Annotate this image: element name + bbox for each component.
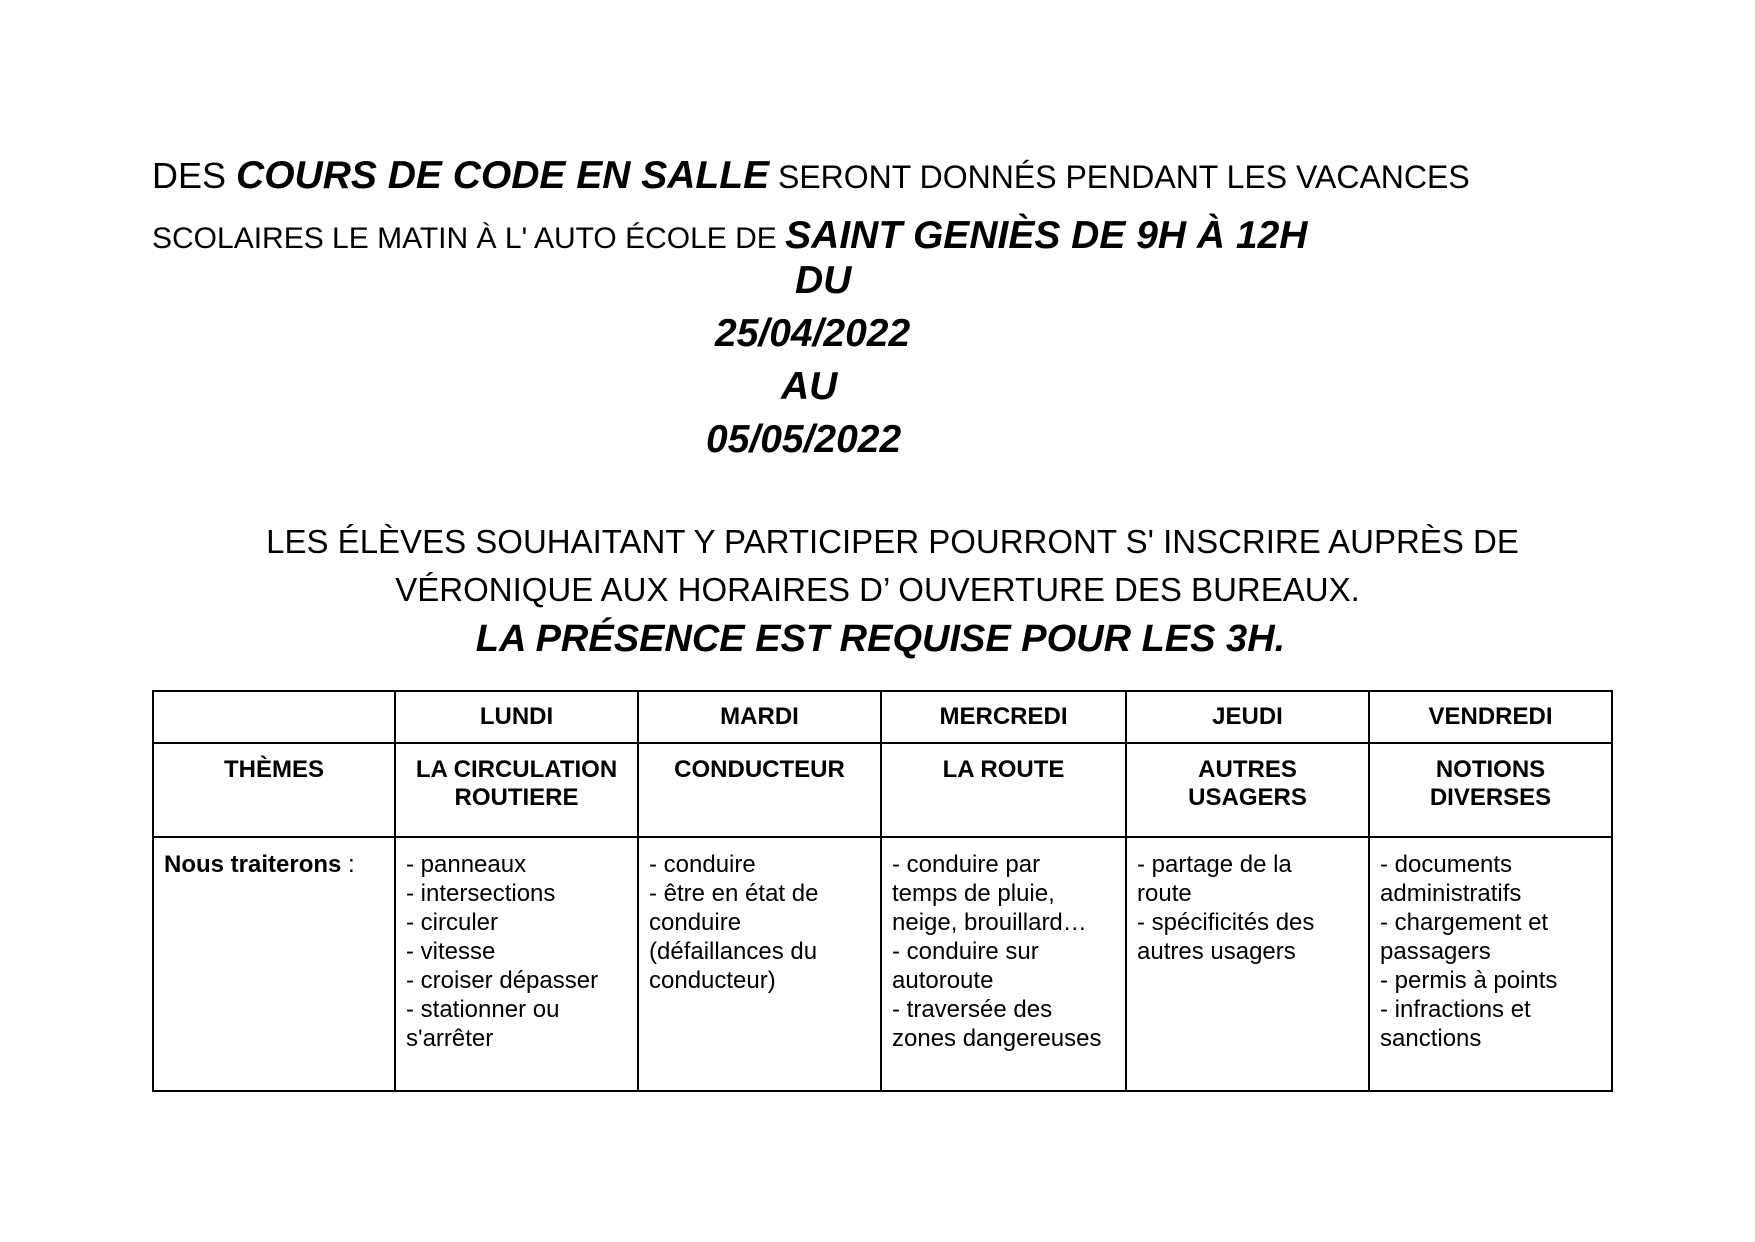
- list-item: - intersections: [406, 880, 556, 907]
- topics-label: [153, 837, 395, 1091]
- list-item: neige, brouillard…: [892, 909, 1087, 936]
- list-item: zones dangereuses: [892, 1025, 1102, 1052]
- theme-monday: [395, 743, 638, 837]
- theme-line: ROUTIERE: [454, 784, 579, 811]
- theme-friday: [1369, 743, 1612, 837]
- topics-friday: [1369, 837, 1612, 1091]
- day-header-thursday: JEUDI: [1126, 691, 1369, 743]
- topics-thursday: [1126, 837, 1369, 1091]
- intro-line-1: [152, 150, 1602, 210]
- list-item: passagers: [1380, 938, 1491, 965]
- table-row-themes: [153, 743, 1612, 837]
- topics-tuesday: [638, 837, 881, 1091]
- registration-notice: [0, 518, 1755, 664]
- list-item: - infractions et: [1380, 996, 1531, 1023]
- intro-line-2-start: SCOLAIRES LE MATIN À L' AUTO ÉCOLE DE: [152, 222, 786, 255]
- list-item: - conduire sur: [892, 938, 1039, 965]
- list-item: - traversée des: [892, 996, 1053, 1023]
- day-header-wednesday: MERCREDI: [881, 691, 1126, 743]
- theme-line: AUTRES: [1198, 756, 1297, 783]
- list-item: administratifs: [1380, 880, 1522, 907]
- from-label: DU: [795, 259, 852, 302]
- location-hours: SAINT GENIÈS DE 9H À 12H: [785, 214, 1308, 257]
- intro-line-1-end: SERONT DONNÉS PENDANT LES VACANCES: [769, 159, 1470, 195]
- theme-tuesday: [638, 743, 881, 837]
- topics-label-bold: Nous traiterons: [164, 851, 342, 878]
- list-item: - chargement et: [1380, 909, 1549, 936]
- attendance-requirement: LA PRÉSENCE EST REQUISE POUR LES 3H.: [475, 618, 1286, 660]
- date-range: [0, 254, 1755, 466]
- list-item: sanctions: [1380, 1025, 1482, 1052]
- list-item: - partage de la: [1137, 851, 1292, 878]
- table-header-row: [153, 691, 1612, 743]
- theme-line: LA ROUTE: [942, 756, 1065, 783]
- list-item: (défaillances du: [649, 938, 818, 965]
- list-item: - conduire: [649, 851, 756, 878]
- topics-label-colon: :: [341, 851, 355, 878]
- intro-line-1-start: DES: [152, 155, 237, 196]
- notice-line-1: LES ÉLÈVES SOUHAITANT Y PARTICIPER POURRONT S' INSCRIRE AUPRÈS DE: [266, 523, 1519, 560]
- list-item: - être en état de: [649, 880, 819, 907]
- list-item: conduire: [649, 909, 742, 936]
- list-item: route: [1137, 880, 1192, 907]
- table-row-topics: [153, 837, 1612, 1091]
- list-item: - panneaux: [406, 851, 527, 878]
- theme-line: DIVERSES: [1429, 784, 1552, 811]
- list-item: s'arrêter: [406, 1025, 494, 1052]
- topics-monday: [395, 837, 638, 1091]
- from-date: 25/04/2022: [715, 312, 911, 355]
- topics-wednesday: [881, 837, 1126, 1091]
- intro-text: [152, 150, 1602, 270]
- course-title: COURS DE CODE EN SALLE: [236, 154, 770, 197]
- theme-thursday: [1126, 743, 1369, 837]
- list-item: autres usagers: [1137, 938, 1296, 965]
- list-item: - conduire par: [892, 851, 1041, 878]
- list-item: - documents: [1380, 851, 1513, 878]
- list-item: - permis à points: [1380, 967, 1558, 994]
- list-item: autoroute: [892, 967, 994, 994]
- list-item: - circuler: [406, 909, 499, 936]
- theme-line: LA CIRCULATION: [415, 756, 618, 783]
- theme-line: USAGERS: [1188, 784, 1307, 811]
- day-header-monday: LUNDI: [395, 691, 638, 743]
- to-date: 05/05/2022: [706, 418, 902, 461]
- notice-line-2: VÉRONIQUE AUX HORAIRES D’ OUVERTURE DES BUREAUX.: [395, 571, 1360, 608]
- list-item: temps de pluie,: [892, 880, 1055, 907]
- theme-line: NOTIONS: [1435, 756, 1546, 783]
- list-item: conducteur): [649, 967, 776, 994]
- list-item: - croiser dépasser: [406, 967, 599, 994]
- schedule-table: [152, 690, 1613, 1092]
- to-label: AU: [781, 365, 838, 408]
- list-item: - vitesse: [406, 938, 496, 965]
- list-item: - stationner ou: [406, 996, 560, 1023]
- list-item: - spécificités des: [1137, 909, 1315, 936]
- day-header-tuesday: MARDI: [638, 691, 881, 743]
- theme-line: CONDUCTEUR: [674, 756, 845, 783]
- themes-label: THÈMES: [153, 743, 395, 837]
- table-corner-cell: [153, 691, 395, 743]
- day-header-friday: VENDREDI: [1369, 691, 1612, 743]
- theme-wednesday: [881, 743, 1126, 837]
